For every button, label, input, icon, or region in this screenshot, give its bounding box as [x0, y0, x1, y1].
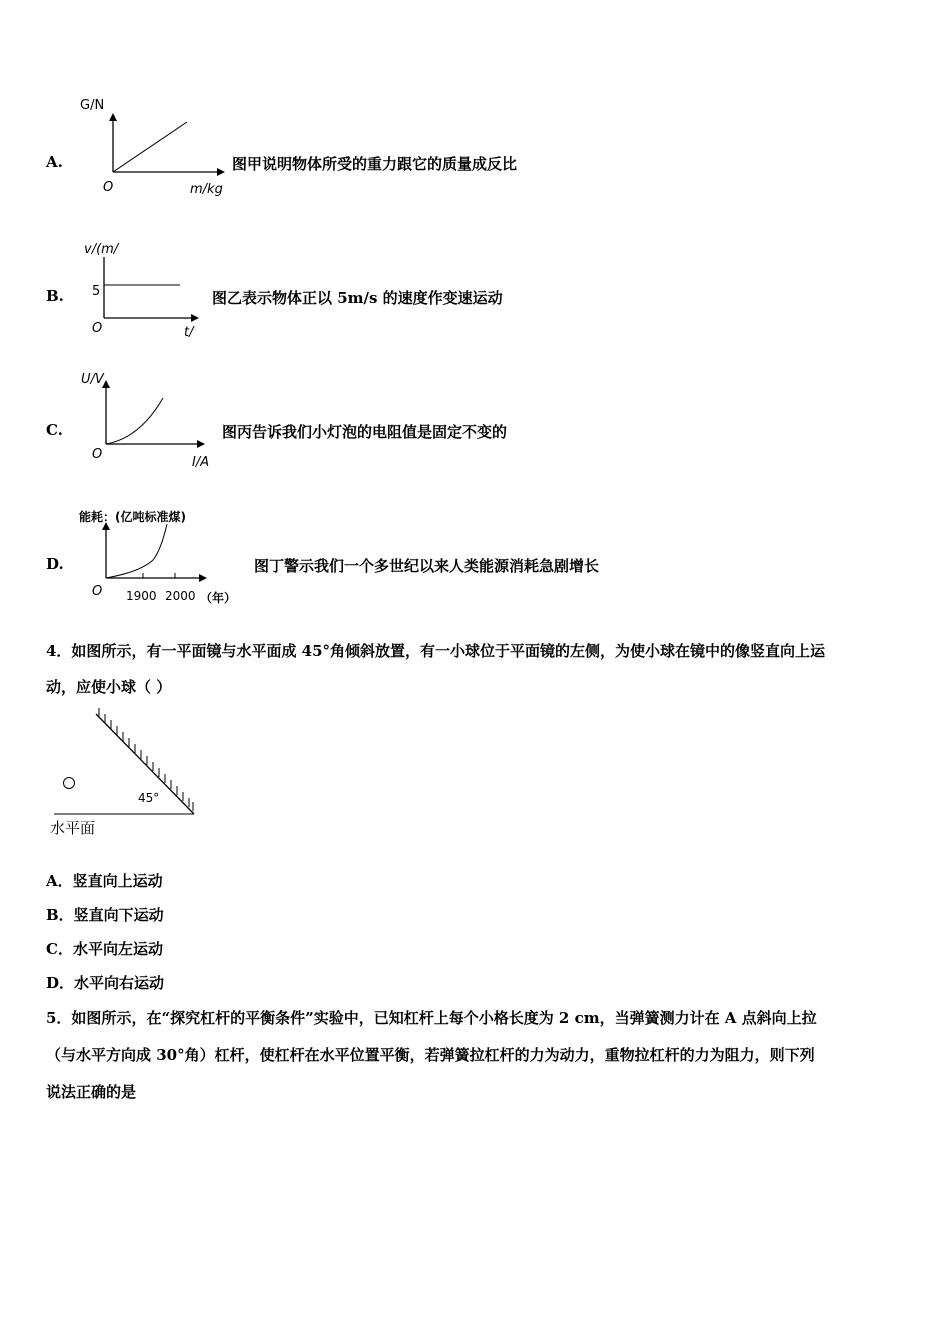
option-b-letter: B. — [46, 287, 64, 305]
graph-a-xlabel: m/kg — [190, 182, 223, 197]
q4-option-d: D．水平向右运动 — [46, 974, 165, 992]
graph-d-origin: O — [92, 584, 103, 599]
ground-label: 水平面 — [50, 819, 96, 837]
q4-option-a: A．竖直向上运动 — [46, 872, 163, 890]
option-c-letter: C. — [46, 421, 63, 439]
graph-a-ylabel: G/N — [80, 98, 105, 113]
graph-c-origin: O — [92, 447, 103, 462]
graph-d-axes — [95, 520, 235, 590]
graph-d-xunit: （年） — [200, 591, 237, 605]
graph-c-axes — [95, 378, 235, 458]
graph-a-origin: O — [103, 180, 114, 195]
graph-d-tick-1900: 1900 — [126, 589, 157, 603]
option-c-text: 图丙告诉我们小灯泡的电阻值是固定不变的 — [222, 423, 508, 441]
mirror-diagram — [46, 710, 206, 830]
q5-text-line3: 说法正确的是 — [46, 1083, 137, 1101]
q4-option-b: B．竖直向下运动 — [46, 906, 164, 924]
graph-b-tick: 5 — [92, 284, 101, 299]
option-d-letter: D. — [46, 555, 64, 573]
q5-text-line2: （与水平方向成 30°角）杠杆，使杠杆在水平位置平衡，若弹簧拉杠杆的力为动力，重物拉杠杆的力为阻力，则下列 — [46, 1046, 815, 1064]
q4-text-line2: 动，应使小球（ ） — [46, 678, 172, 696]
q4-text-line1: 4．如图所示，有一平面镜与水平面成 45°角倾斜放置，有一小球位于平面镜的左侧，为使小球在镜中的像竖直向上运 — [46, 642, 826, 660]
graph-c-xlabel: I/A — [192, 455, 210, 470]
option-a-letter: A. — [46, 153, 63, 171]
graph-b-origin: O — [92, 321, 103, 336]
q5-text-line1: 5．如图所示，在“探究杠杆的平衡条件”实验中，已知杠杆上每个小格长度为 2 cm，当弹簧测力计在 A 点斜向上拉 — [46, 1009, 817, 1027]
graph-b-xlabel: t/ — [184, 325, 194, 340]
option-b-text: 图乙表示物体正以 5m/s 的速度作变速运动 — [212, 289, 503, 307]
option-d-text: 图丁警示我们一个多世纪以来人类能源消耗急剧增长 — [254, 557, 600, 575]
graph-c-ylabel: U/V — [81, 372, 104, 387]
q4-option-c: C．水平向左运动 — [46, 940, 163, 958]
option-a-text: 图甲说明物体所受的重力跟它的质量成反比 — [232, 155, 518, 173]
graph-b-ylabel: v/(m/ — [84, 242, 119, 257]
graph-d-tick-2000: 2000 — [165, 589, 196, 603]
angle-label: 45° — [138, 791, 160, 805]
graph-d-ylabel: 能耗：(亿吨标准煤) — [79, 510, 186, 524]
